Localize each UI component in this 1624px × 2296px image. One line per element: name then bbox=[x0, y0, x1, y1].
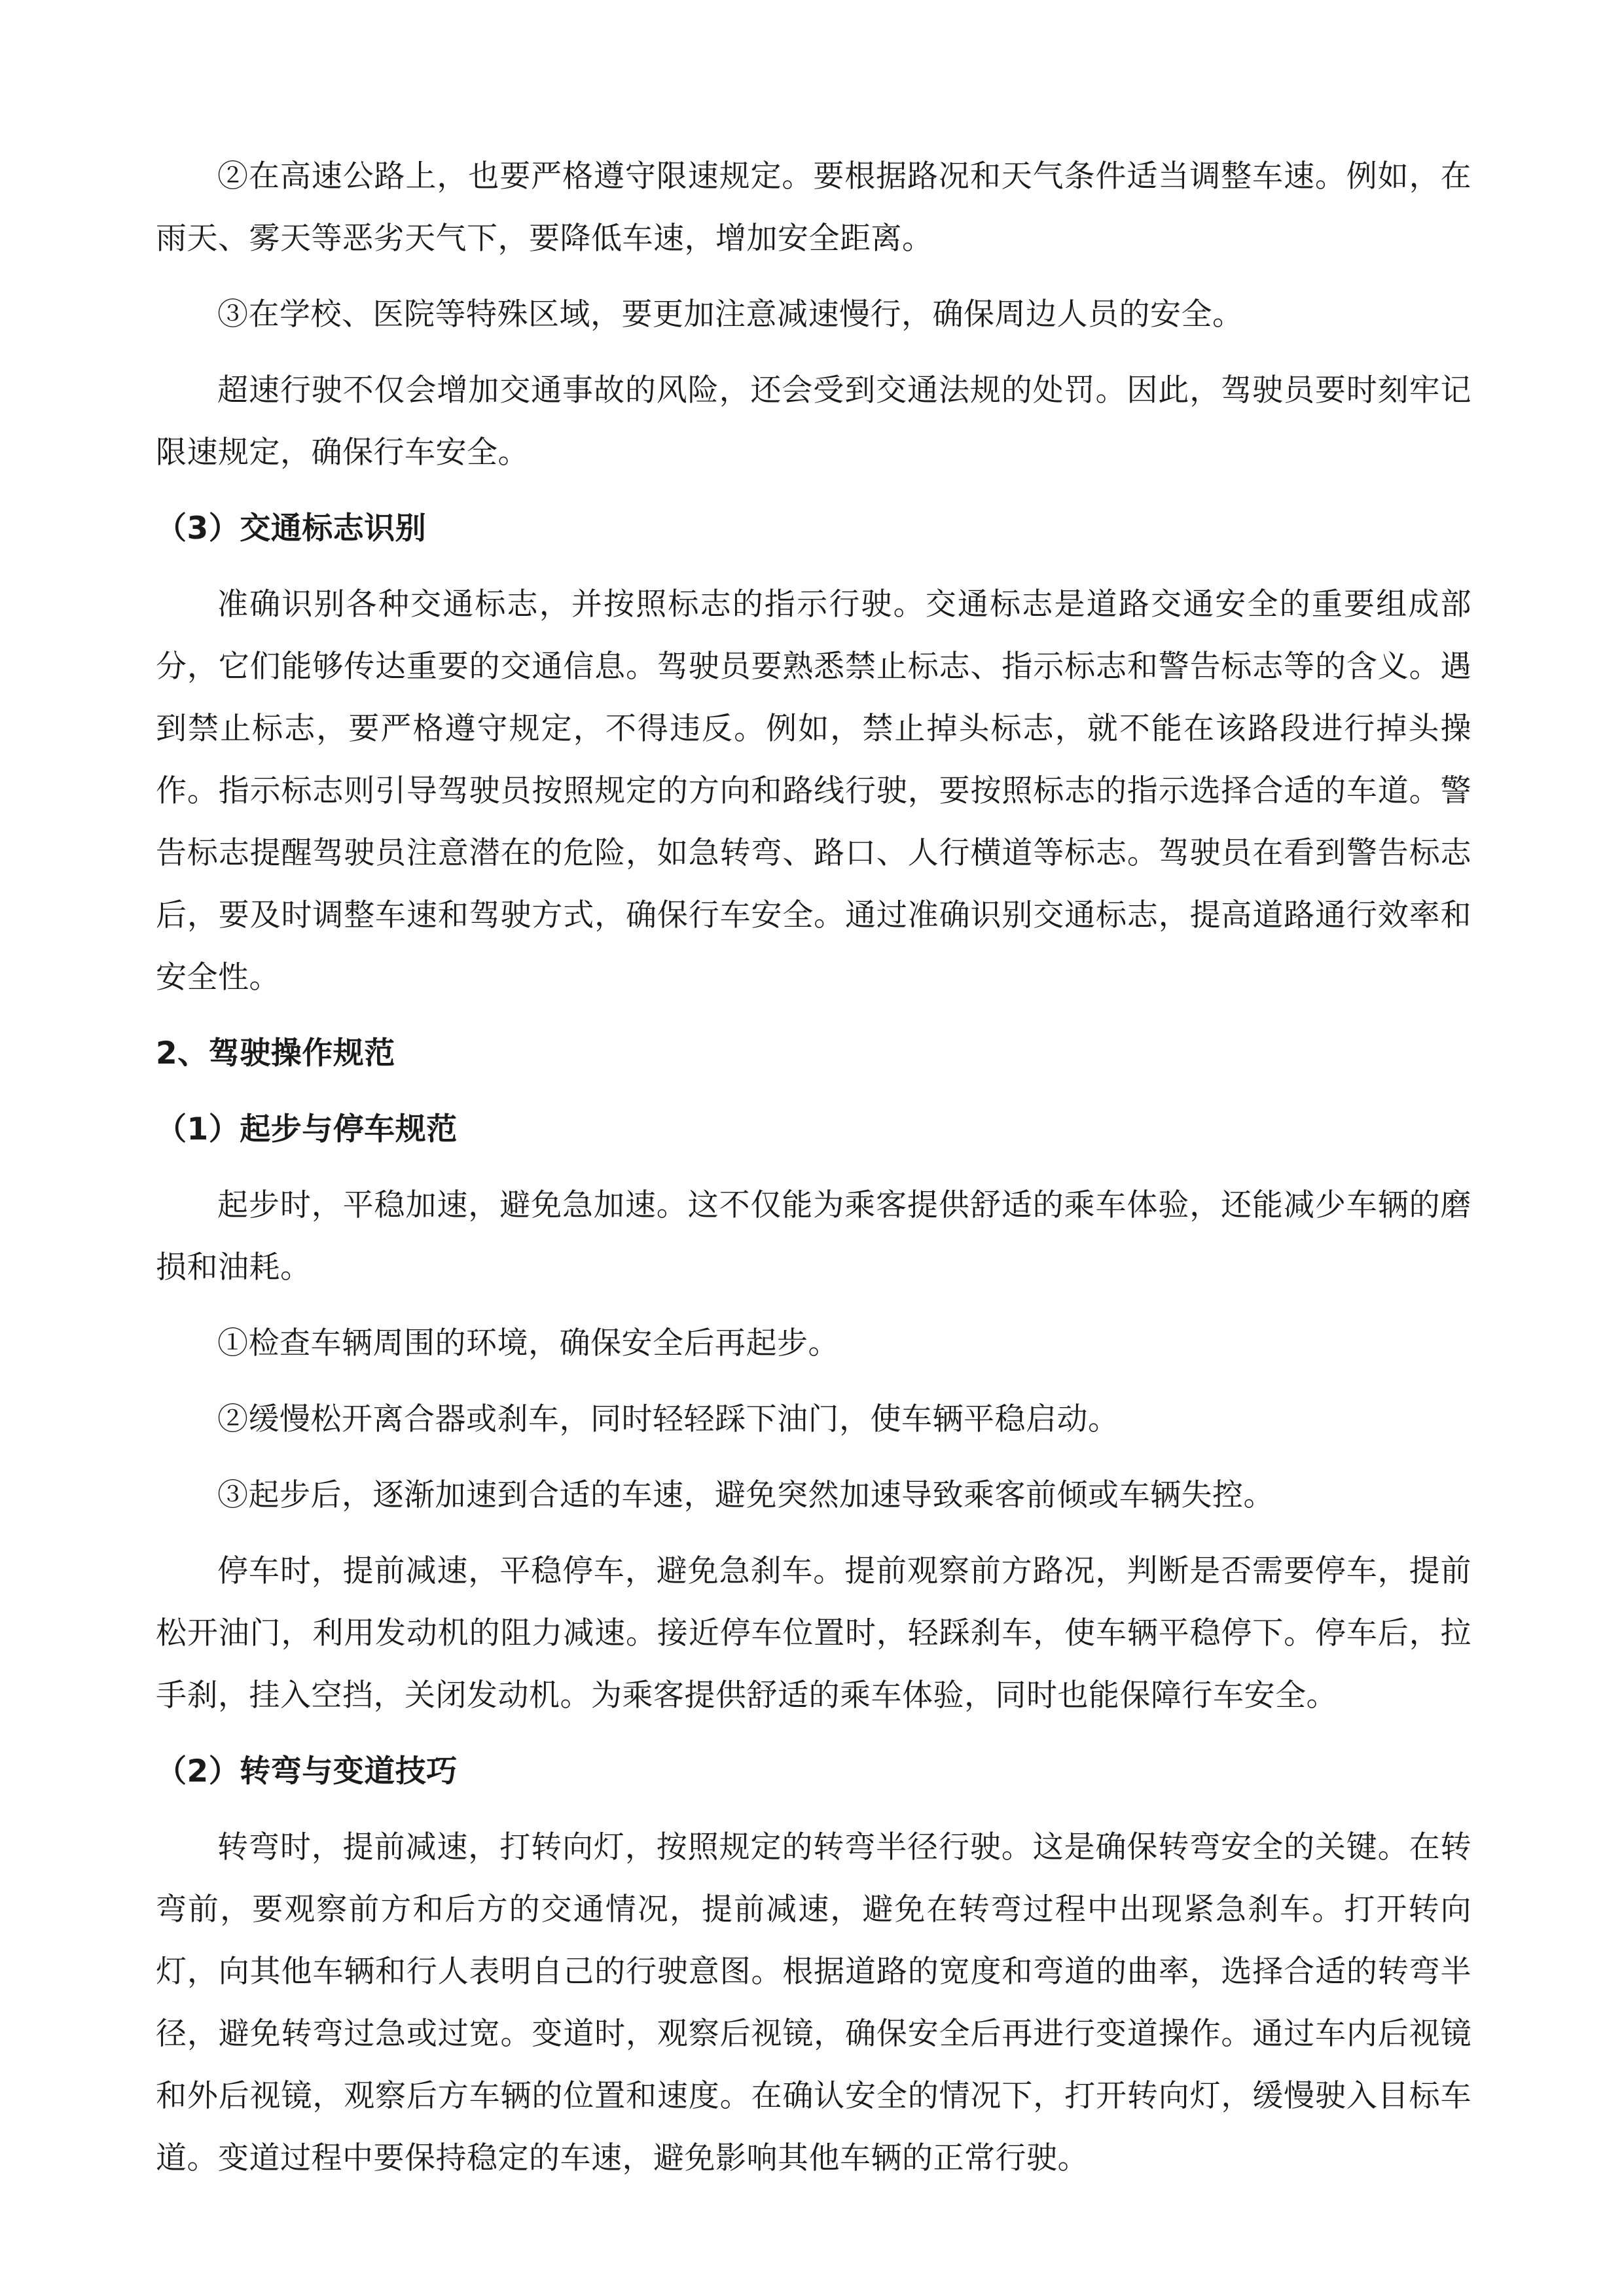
para-traffic-signs: 准确识别各种交通标志，并按照标志的指示行驶。交通标志是道路交通安全的重要组成部分，它们能够传达重要的交通信息。驾驶员要熟悉禁止标志、指示标志和警告标志等的含义。遇到禁止标志，要严格遵守规定，不得违反。例如，禁止掉头标志，就不能在该路段进行掉头操作。指示标志则引导驾驶员按照规定的方向和路线行驶，要按照标志的指示选择合适的车道。警告标志提醒驾驶员注意潜在的危险，如急转弯、路口、人行横道等标志。驾驶员在看到警告标志后，要及时调整车速和驾驶方式，确保行车安全。通过准确识别交通标志，提高道路通行效率和安全性。 bbox=[156, 586, 1471, 996]
para-stop-smooth: 停车时，提前减速，平稳停车，避免急刹车。提前观察前方路况，判断是否需要停车，提前松开油门，利用发动机的阻力减速。接近停车位置时，轻踩刹车，使车辆平稳停下。停车后，拉手刹，挂入空挡，关闭发动机。为乘客提供舒适的乘车体验，同时也能保障行车安全。 bbox=[156, 1553, 1471, 1713]
para-start-smooth: 起步时，平稳加速，避免急加速。这不仅能为乘客提供舒适的乘车体验，还能减少车辆的磨损和油耗。 bbox=[156, 1187, 1471, 1285]
heading-turn-lane: （2）转弯与变道技巧 bbox=[156, 1753, 458, 1789]
para-release-clutch: ②缓慢松开离合器或刹车，同时轻轻踩下油门，使车辆平稳启动。 bbox=[217, 1401, 1119, 1437]
heading-driving-operation: 2、驾驶操作规范 bbox=[156, 1035, 395, 1071]
para-special-zones: ③在学校、医院等特殊区域，要更加注意减速慢行，确保周边人员的安全。 bbox=[217, 296, 1244, 332]
para-highway-speed: ②在高速公路上，也要严格遵守限速规定。要根据路况和天气条件适当调整车速。例如，在雨天、雾天等恶劣天气下，要降低车速，增加安全距离。 bbox=[156, 158, 1471, 257]
heading-start-stop: （1）起步与停车规范 bbox=[156, 1111, 458, 1147]
para-turn-lane: 转弯时，提前减速，打转向灯，按照规定的转弯半径行驶。这是确保转弯安全的关键。在转弯前，要观察前方和后方的交通情况，提前减速，避免在转弯过程中出现紧急刹车。打开转向灯，向其他车辆和行人表明自己的行驶意图。根据道路的宽度和弯道的曲率，选择合适的转弯半径，避免转弯过急或过宽。变道时，观察后视镜，确保安全后再进行变道操作。通过车内后视镜和外后视镜，观察后方车辆的位置和速度。在确认安全的情况下，打开转向灯，缓慢驶入目标车道。变道过程中要保持稳定的车速，避免影响其他车辆的正常行驶。 bbox=[156, 1829, 1471, 2176]
para-check-surroundings: ①检查车辆周围的环境，确保安全后再起步。 bbox=[217, 1325, 839, 1361]
heading-traffic-signs: （3）交通标志识别 bbox=[156, 511, 427, 547]
para-accelerate-gradually: ③起步后，逐渐加速到合适的车速，避免突然加速导致乘客前倾或车辆失控。 bbox=[217, 1477, 1274, 1513]
document-body bbox=[156, 145, 1471, 2203]
para-speeding-risk: 超速行驶不仅会增加交通事故的风险，还会受到交通法规的处罚。因此，驾驶员要时刻牢记限速规定，确保行车安全。 bbox=[156, 372, 1471, 471]
